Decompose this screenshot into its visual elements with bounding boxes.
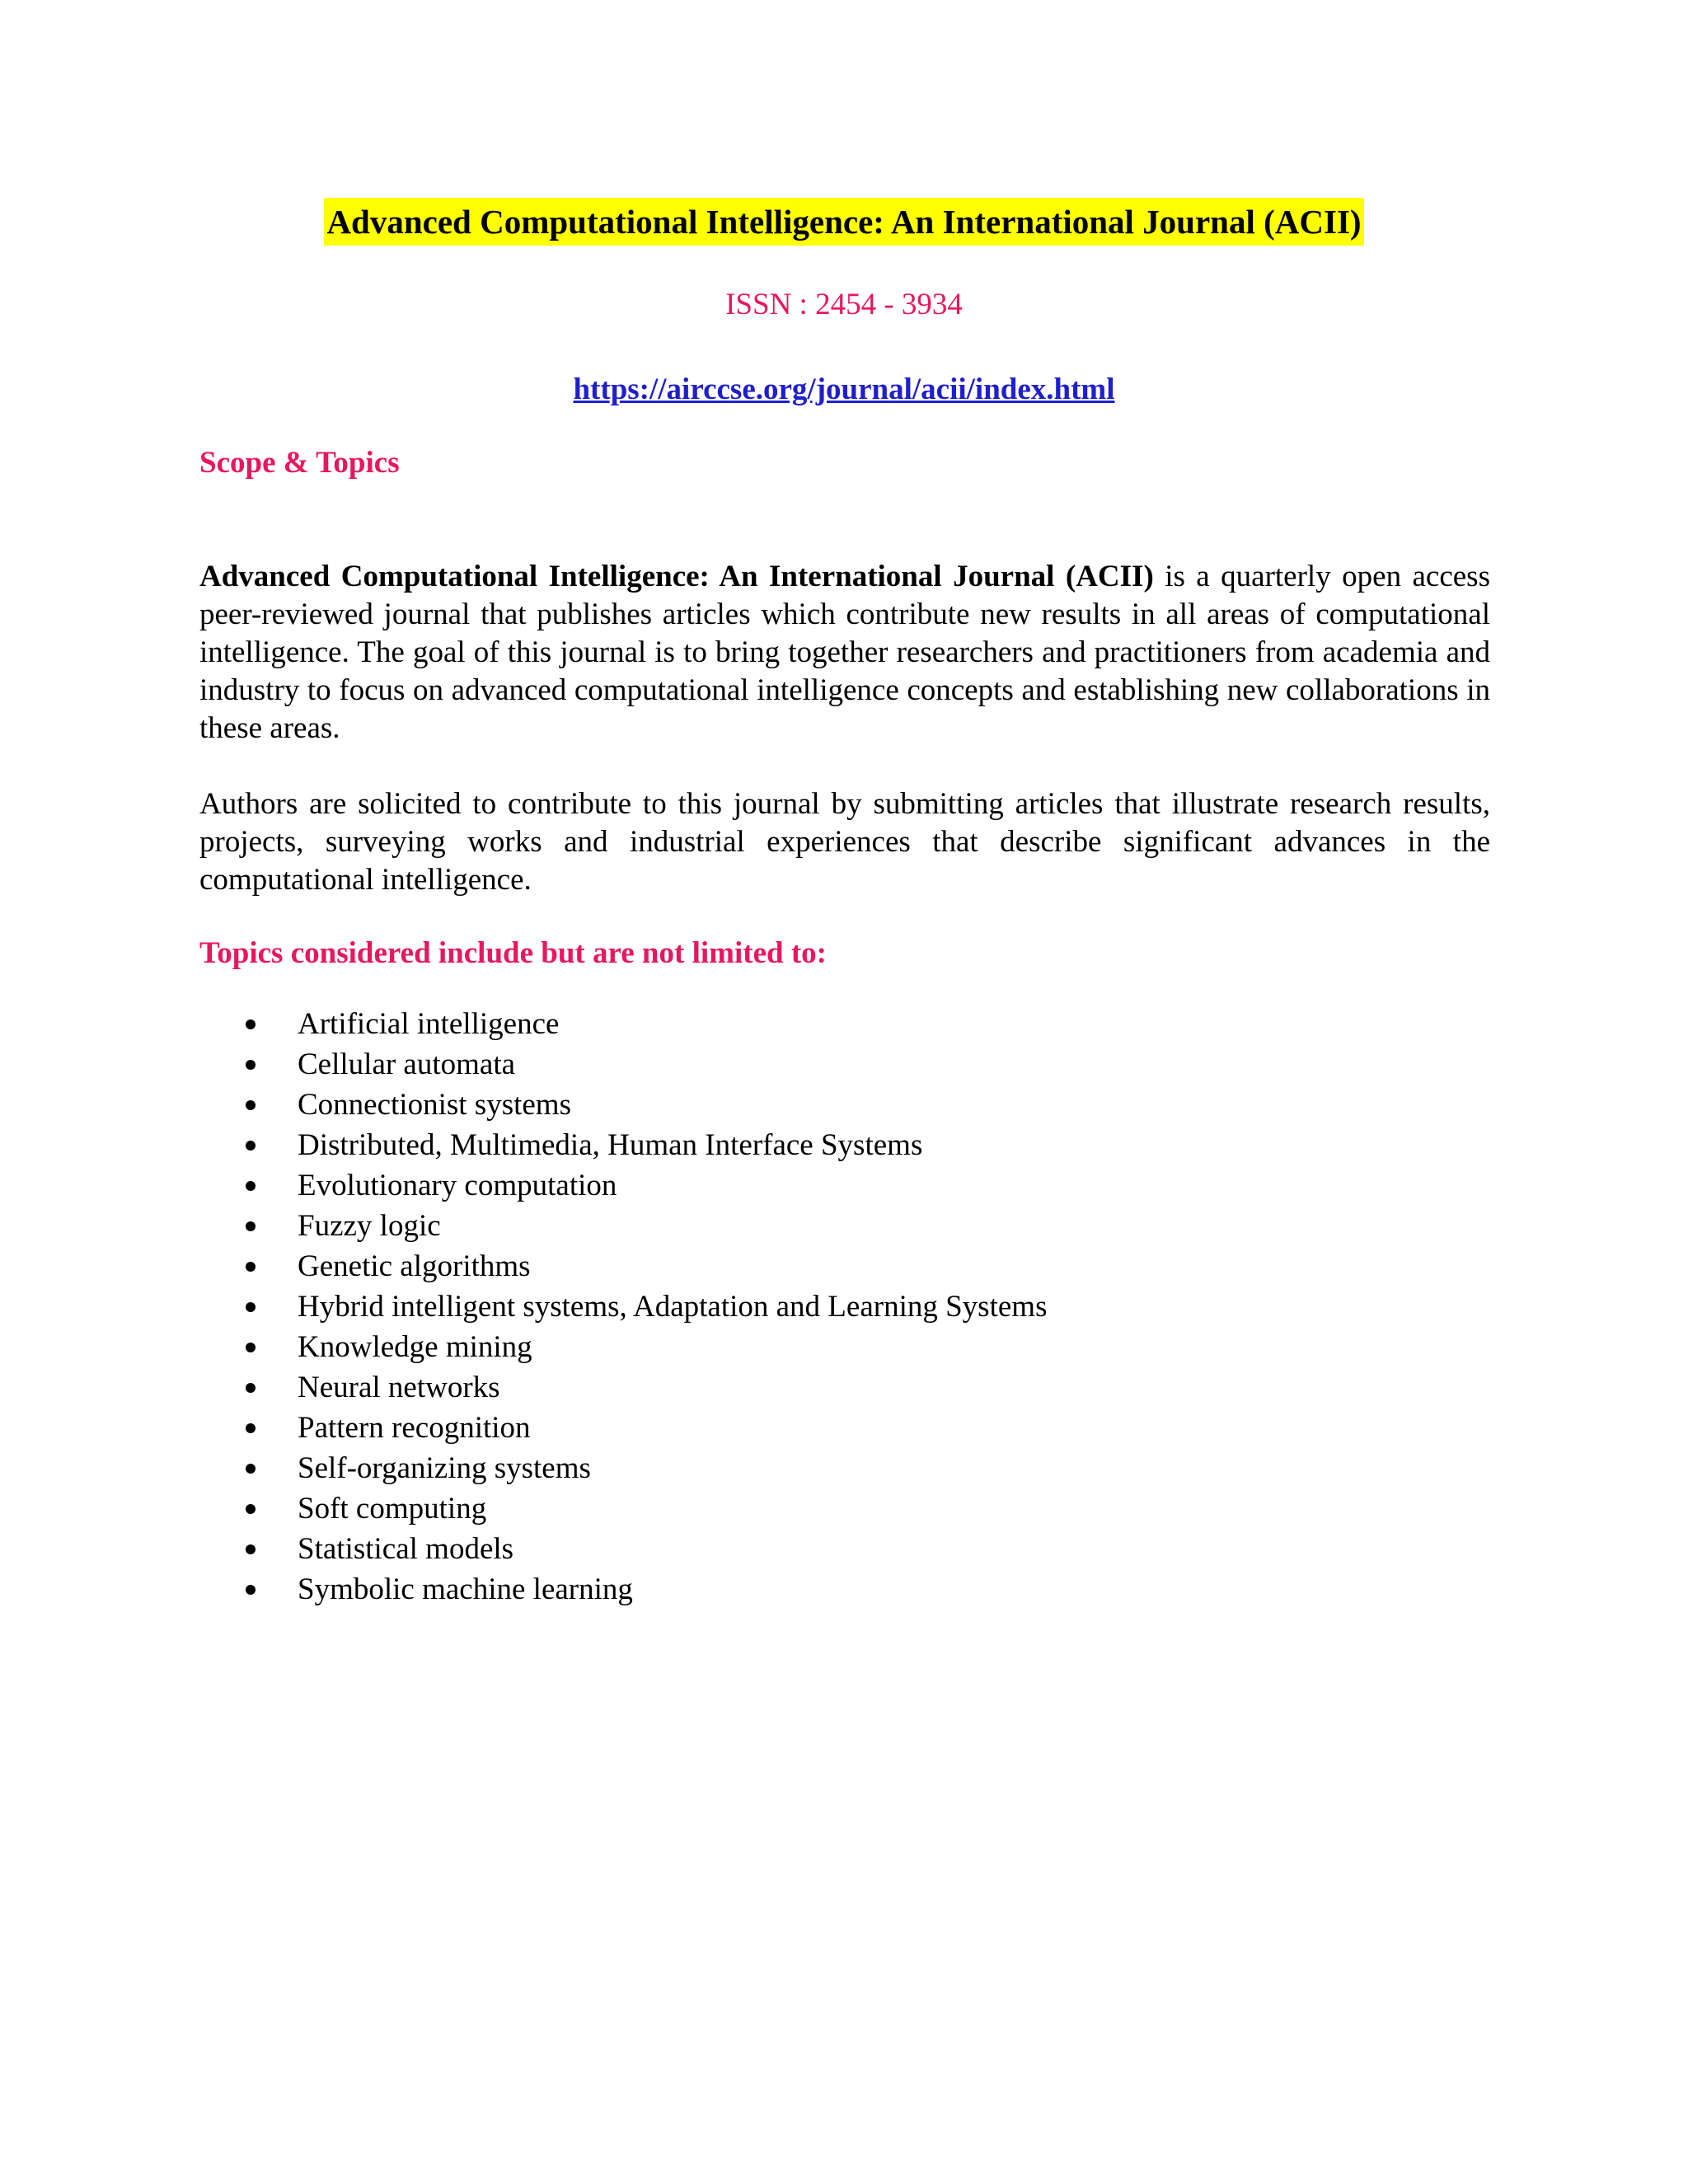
bullet-icon [246,1423,256,1433]
topic-text: Soft computing [298,1492,487,1526]
topic-text: Cellular automata [298,1047,516,1081]
list-item [0,1044,1688,1085]
topics-list [0,1004,1688,1610]
bullet-icon [246,1302,256,1312]
list-item [0,1085,1688,1125]
bullet-icon [246,1221,256,1231]
topic-text: Self-organizing systems [298,1451,591,1485]
title-block [0,198,1688,246]
topic-text: Neural networks [298,1371,500,1404]
bullet-icon [246,1262,256,1272]
topics-heading: Topics considered include but are not limited to: [199,936,827,970]
topic-text: Symbolic machine learning [298,1572,633,1606]
list-item [0,1488,1688,1529]
bullet-icon [246,1181,256,1191]
bullet-icon [246,1383,256,1393]
bullet-icon [246,1544,256,1554]
scope-heading: Scope & Topics [199,446,400,480]
topic-text: Pattern recognition [298,1411,531,1445]
list-item [0,1367,1688,1408]
bullet-icon [246,1100,256,1110]
list-item [0,1448,1688,1488]
topic-text: Knowledge mining [298,1330,532,1364]
scope-paragraph-1 [199,558,1490,748]
scope-paragraph-2: Authors are solicited to contribute to this journal by submitting articles that illustrate research results, projects, surveying works and industrial experiences that describe significant advances in the computational intelligence. [199,787,1490,897]
list-item [0,1569,1688,1610]
list-item [0,1408,1688,1448]
topic-text: Evolutionary computation [298,1169,617,1202]
issn-line: ISSN : 2454 - 3934 [725,288,963,321]
bullet-icon [246,1019,256,1029]
topic-text: Fuzzy logic [298,1209,441,1243]
list-item [0,1529,1688,1569]
bullet-icon [246,1141,256,1151]
scope-paragraph-1-rest: is a quarterly open access peer-reviewed journal that publishes articles which contribute new results in all areas of computational intelligence. The goal of this journal is to bring together researchers and practitioners from academia and industry to focus on advanced computational intelligence concepts and establishing new collaborations in these areas. [199,560,1490,745]
topic-text: Hybrid intelligent systems, Adaptation and Learning Systems [298,1290,1048,1324]
list-item [0,1206,1688,1246]
list-item [0,1246,1688,1286]
topic-text: Statistical models [298,1532,514,1566]
topic-text: Genetic algorithms [298,1249,531,1283]
url-block [0,370,1688,410]
topic-text: Connectionist systems [298,1088,571,1122]
list-item [0,1004,1688,1044]
bullet-icon [246,1343,256,1352]
bullet-icon [246,1464,256,1474]
list-item [0,1286,1688,1327]
bullet-icon [246,1585,256,1595]
bullet-icon [246,1504,256,1514]
topic-text: Distributed, Multimedia, Human Interface Systems [298,1128,923,1162]
list-item [0,1327,1688,1367]
bullet-icon [246,1060,256,1070]
journal-url-link[interactable]: https://airccse.org/journal/acii/index.html [573,373,1115,406]
list-item [0,1165,1688,1206]
journal-title: Advanced Computational Intelligence: An International Journal (ACII) [324,198,1363,246]
topic-text: Artificial intelligence [298,1007,560,1041]
scope-paragraph-1-lead: Advanced Computational Intelligence: An International Journal (ACII) [199,560,1154,593]
list-item [0,1125,1688,1165]
